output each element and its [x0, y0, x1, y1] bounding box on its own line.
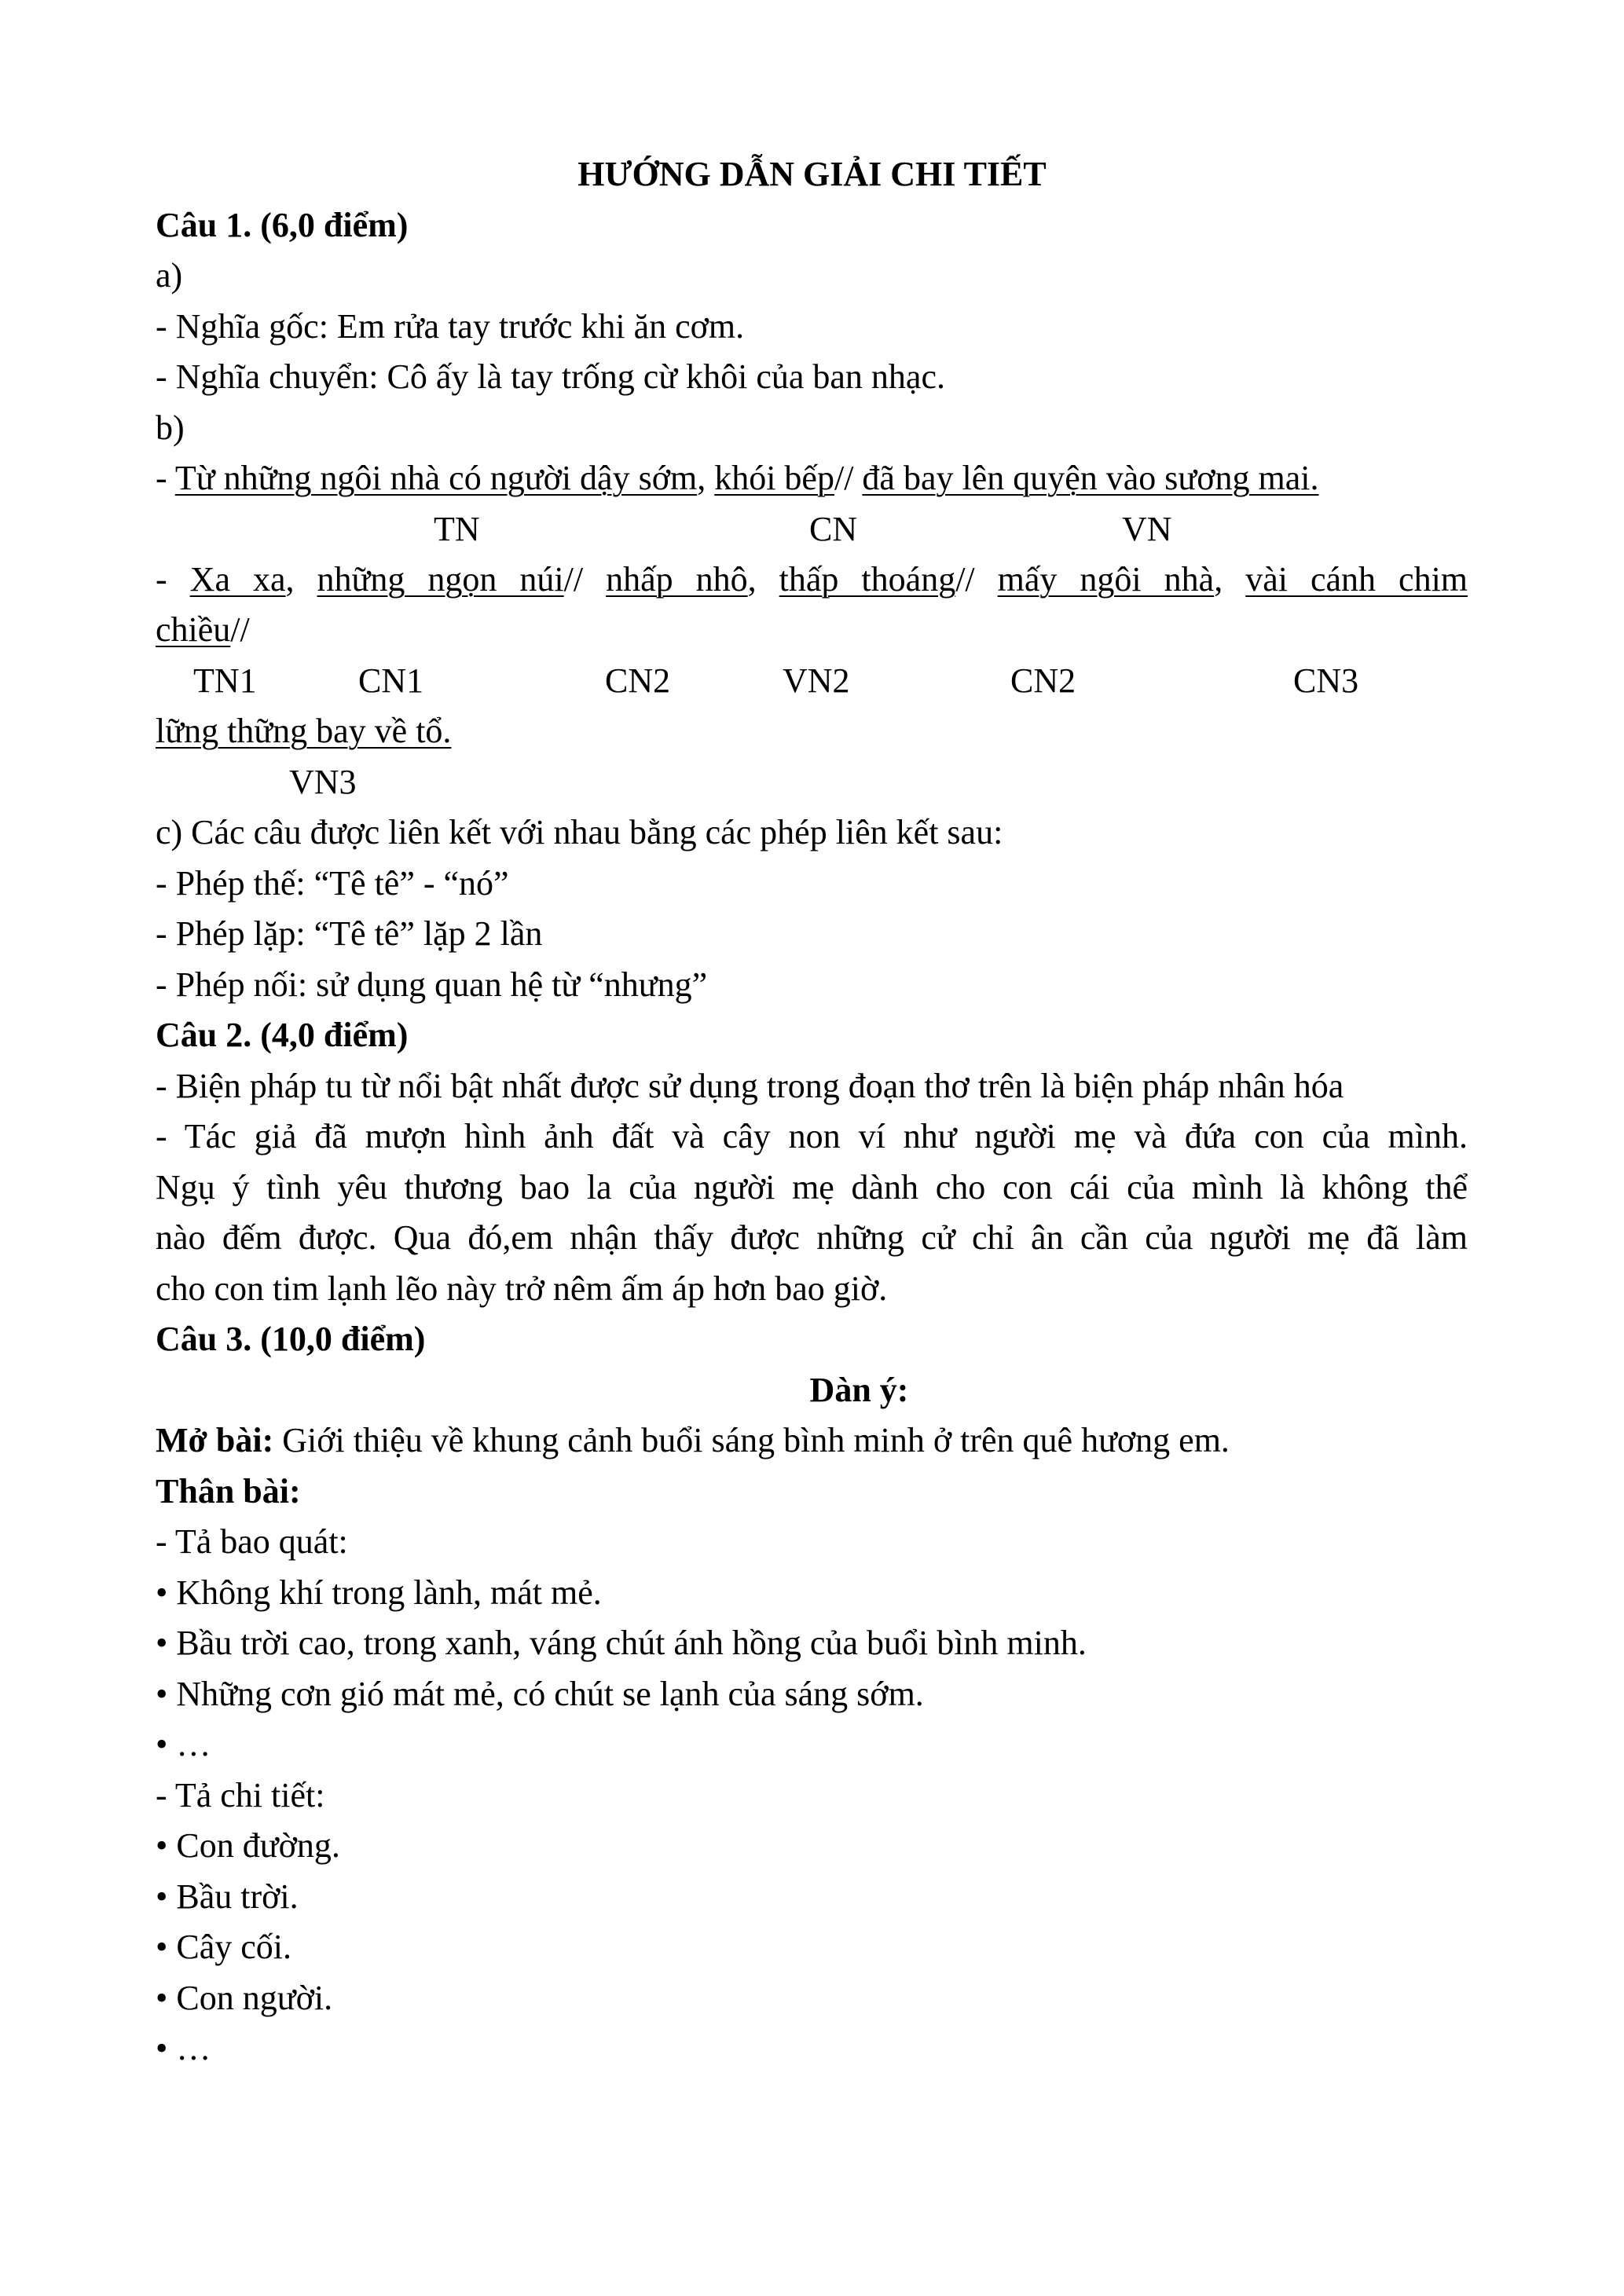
separator: // — [230, 610, 250, 649]
q3-outline-title: Dàn ý: — [809, 1371, 909, 1409]
q1-sentence2-line2 — [156, 608, 250, 652]
dash: - — [156, 560, 190, 599]
s2-vn-b: thấp thoáng — [779, 560, 956, 599]
q2-line1: - Biện pháp tu từ nổi bật nhất được sử dụng trong đoạn thơ trên là biện pháp nhân hóa — [156, 1067, 1344, 1105]
q3-overview: - Tả bao quát: — [156, 1522, 348, 1561]
intro-label: Mở bài: — [156, 1421, 274, 1459]
label-cn2: CN2 — [605, 661, 671, 700]
list-item: • … — [156, 1725, 211, 1763]
s1-vn: đã bay lên quyện vào sương mai. — [862, 459, 1319, 497]
q1-a-line1: - Nghĩa gốc: Em rửa tay trước khi ăn cơm. — [156, 307, 745, 346]
q1-heading: Câu 1. (6,0 điểm) — [156, 206, 409, 244]
q1-part-a: a) — [156, 256, 183, 295]
q1-sentence2-line3 — [156, 709, 451, 753]
q3-body-label: Thân bài: — [156, 1472, 301, 1511]
q3-detail: - Tả chi tiết: — [156, 1776, 325, 1814]
separator: // — [834, 459, 863, 497]
s2-cn2: mấy ngôi nhà — [997, 560, 1215, 599]
s2-cn3-start: vài cánh chim — [1245, 560, 1468, 599]
s1-cn: khói bếp — [714, 459, 834, 497]
q3-intro — [156, 1419, 1230, 1463]
list-item: • Con người. — [156, 1979, 333, 2017]
dash: - — [156, 459, 175, 497]
s2-vn-a: nhấp nhô — [606, 560, 748, 599]
label-cn3: CN3 — [1293, 661, 1359, 700]
list-item: • Những cơn gió mát mẻ, có chút se lạnh của sáng sớm. — [156, 1675, 924, 1713]
q1-sentence1 — [156, 456, 1319, 500]
q1-c-line2: - Phép lặp: “Tê tê” lặp 2 lần — [156, 914, 543, 953]
list-item: • Bầu trời cao, trong xanh, váng chút ánh hồng của buổi bình minh. — [156, 1624, 1087, 1662]
list-item: • Không khí trong lành, mát mẻ. — [156, 1573, 602, 1612]
list-item: • Bầu trời. — [156, 1877, 299, 1916]
s2-cn3-end: chiều — [156, 610, 231, 649]
q2-para-line2: Ngụ ý tình yêu thương bao la của người mẹ dành cho con cái của mình là không thể — [156, 1168, 1468, 1207]
q2-para-line3: nào đếm được. Qua đó,em nhận thấy được những cử chỉ ân cần của người mẹ đã làm — [156, 1218, 1468, 1257]
intro-text: Giới thiệu về khung cảnh buổi sáng bình minh ở trên quê hương em. — [273, 1421, 1230, 1459]
comma: , — [1214, 560, 1246, 599]
comma: , — [747, 560, 779, 599]
comma: , — [285, 560, 317, 599]
q1-c-line1: - Phép thế: “Tê tê” - “nó” — [156, 864, 509, 903]
q1-sentence2-line1 — [156, 558, 1468, 602]
q3-heading: Câu 3. (10,0 điểm) — [156, 1320, 426, 1358]
list-item: • … — [156, 2029, 211, 2067]
label-vn3: VN3 — [289, 763, 357, 801]
document-title: HƯỚNG DẪN GIẢI CHI TIẾT — [577, 155, 1047, 193]
separator: // — [955, 560, 998, 599]
label-cn: CN — [809, 510, 858, 548]
s2-vn3: lững thững bay về tổ. — [156, 712, 452, 750]
list-item: • Cây cối. — [156, 1928, 292, 1966]
q1-a-line2: - Nghĩa chuyển: Cô ấy là tay trống cừ khôi của ban nhạc. — [156, 357, 945, 396]
q1-c-line3: - Phép nối: sử dụng quan hệ từ “nhưng” — [156, 965, 708, 1004]
separator: // — [563, 560, 607, 599]
q2-para-line4: cho con tim lạnh lẽo này trở nêm ấm áp hơn bao giờ. — [156, 1269, 888, 1308]
s1-tn: Từ những ngôi nhà có người dậy sớm — [174, 459, 698, 497]
comma: , — [697, 459, 715, 497]
q1-part-b: b) — [156, 408, 185, 447]
s2-cn1: những ngọn núi — [317, 560, 564, 599]
list-item: • Con đường. — [156, 1826, 340, 1865]
label-vn: VN — [1122, 510, 1172, 548]
label-cn1: CN1 — [358, 661, 424, 700]
s2-tn1: Xa xa — [189, 560, 286, 599]
q2-para-line1: - Tác giả đã mượn hình ảnh đất và cây non ví như người mẹ và đứa con của mình. — [156, 1117, 1468, 1155]
label-tn: TN — [434, 510, 480, 548]
label-vn2: VN2 — [783, 661, 850, 700]
q2-heading: Câu 2. (4,0 điểm) — [156, 1016, 409, 1054]
label-cn2b: CN2 — [1010, 661, 1076, 700]
label-tn1: TN1 — [193, 661, 257, 700]
q1-part-c: c) Các câu được liên kết với nhau bằng các phép liên kết sau: — [156, 813, 1003, 851]
